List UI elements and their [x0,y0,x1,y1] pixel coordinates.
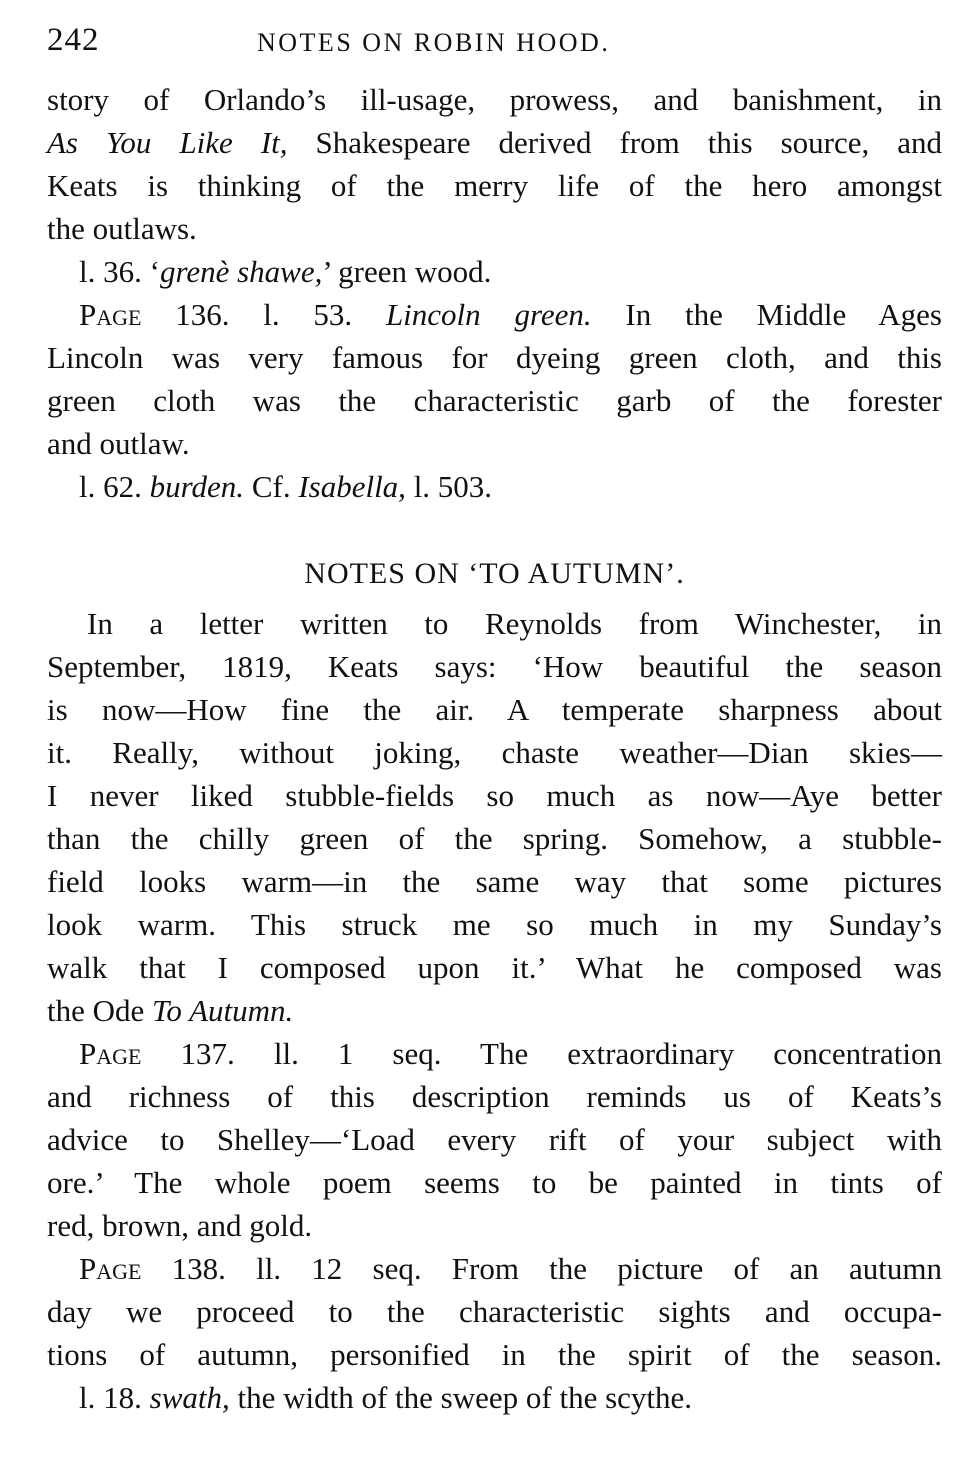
text-line: September, 1819, Keats says: ‘How beautiful the season [47,649,942,684]
term-italic: burden. [149,469,245,504]
term-italic: swath, [149,1380,230,1415]
text-line: Page 138. ll. 12 seq. From the picture of an autumn [79,1251,942,1286]
note-line-62 [47,465,942,508]
book-page [47,18,942,1419]
paragraph-letter [47,602,942,1032]
text-line: l. 36. ‘grenè shawe,’ green wood. [79,254,492,289]
text-line: walk that I composed upon it.’ What he composed was [47,950,942,985]
text-line: tions of autumn, personified in the spirit of the season. [47,1337,942,1372]
text-line: the outlaws. [47,211,197,246]
text-line: Keats is thinking of the merry life of the hero amongst [47,168,942,203]
text-line: than the chilly green of the spring. Somehow, a stubble- [47,821,942,856]
term-italic: grenè shawe, [159,254,323,289]
page-header [47,18,942,78]
title-italic: As You Like It, [47,125,288,160]
note-page-137 [47,1032,942,1247]
section-heading: NOTES ON ‘TO AUTUMN’. [304,557,685,590]
text-line: Page 137. ll. 1 seq. The extraordinary concentration [79,1036,942,1071]
note-page-138 [47,1247,942,1376]
note-line-18 [47,1376,942,1419]
text-line: l. 62. burden. Cf. Isabella, l. 503. [79,469,493,504]
text-line: In a letter written to Reynolds from Winchester, in [87,606,942,641]
page-label: Page [79,1251,142,1286]
page-label: Page [79,297,142,332]
text-line: it. Really, without joking, chaste weather—Dian skies— [47,735,942,770]
text-line: field looks warm—in the same way that some pictures [47,864,942,899]
title-italic: Isabella, [298,469,406,504]
running-title: NOTES ON ROBIN HOOD. [257,28,611,57]
text-line: day we proceed to the characteristic sights and occupa- [47,1294,942,1329]
note-line-36 [47,250,942,293]
text-line: ore.’ The whole poem seems to be painted in tints of [47,1165,942,1200]
text-line: green cloth was the characteristic garb of the forester [47,383,942,418]
paragraph-orlando [47,78,942,250]
page-label: Page [79,1036,142,1071]
text-line: is now—How fine the air. A temperate sharpness about [47,692,942,727]
text-line: the Ode To Autumn. [47,993,294,1028]
text-line: Lincoln was very famous for dyeing green cloth, and this [47,340,942,375]
page-number: 242 [47,22,100,58]
title-italic: To Autumn. [152,993,294,1028]
term-italic: Lincoln green. [385,297,592,332]
text-line: red, brown, and gold. [47,1208,313,1243]
text-line: Page 136. l. 53. Lincoln green. In the Middle Ages [79,297,942,332]
text-line: look warm. This struck me so much in my Sunday’s [47,907,942,942]
text-line: and richness of this description reminds us of Keats’s [47,1079,942,1114]
text-line: story of Orlando’s ill-usage, prowess, and banishment, in [47,82,942,117]
text-line: I never liked stubble-fields so much as now—Aye better [47,778,942,813]
text-line: advice to Shelley—‘Load every rift of your subject with [47,1122,942,1157]
text-line: l. 18. swath, the width of the sweep of the scythe. [79,1380,693,1415]
note-page-136 [47,293,942,465]
text-line: and outlaw. [47,426,190,461]
text-line: As You Like It, Shakespeare derived from this source, and [47,125,943,160]
